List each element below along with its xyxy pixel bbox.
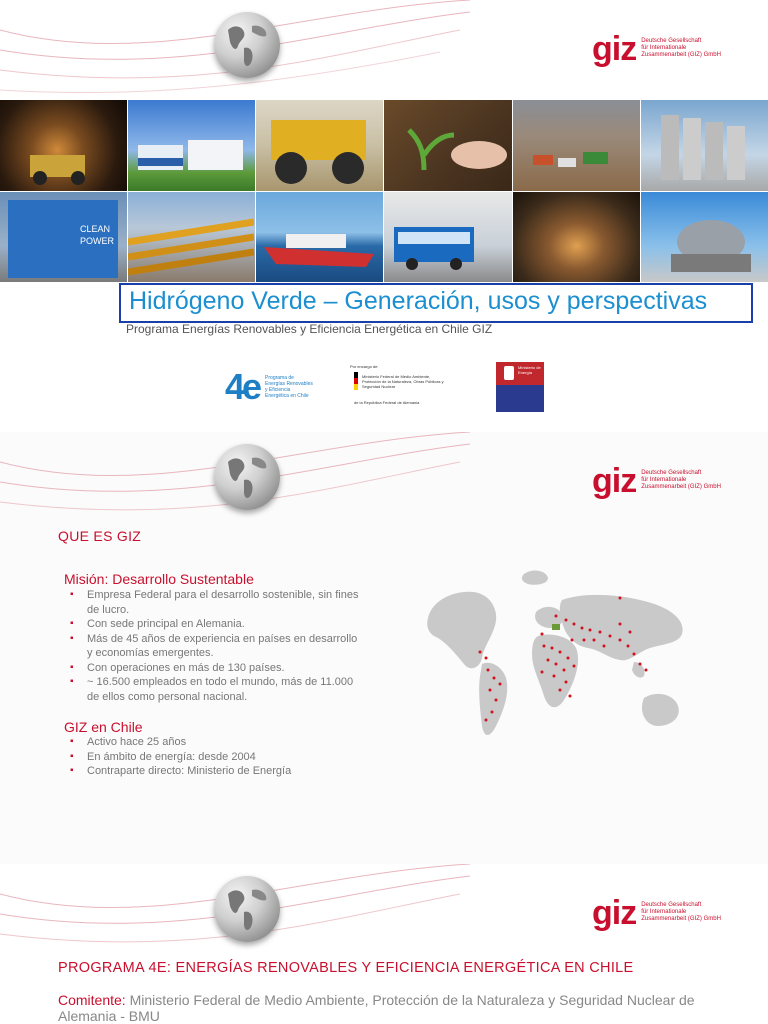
- storage-tanks-photo: [641, 100, 768, 191]
- mine-site-photo: [513, 100, 640, 191]
- giz-wordmark: giz: [592, 462, 637, 500]
- chile-shield-icon: [504, 366, 514, 380]
- comitente-label: Comitente:: [58, 992, 126, 1008]
- list-item: ▪ Más de 45 años de experiencia en países en desarrollo y economías emergentes.: [64, 632, 364, 661]
- list-item: ▪ Activo hace 25 años: [64, 735, 364, 750]
- giz-org-name: Deutsche Gesellschaft für Internationale Zusammenarbeit (GIZ) GmbH: [641, 38, 721, 58]
- solar-containers-photo: [128, 100, 255, 191]
- seedling-hand-photo: [384, 100, 511, 191]
- giz-logo: [592, 462, 731, 500]
- bmu-footer: de la República Federal de Alemania: [354, 400, 420, 405]
- bmu-header: Por encargo de:: [350, 364, 379, 369]
- mining-truck-photo: [256, 100, 383, 191]
- bmu-ministry: Ministerio Federal de Medio Ambiente, Protección de la Naturaleza, Obras Públicas y Seguridad Nuclear: [362, 374, 444, 389]
- logo-4e-mark: 4e: [225, 366, 260, 407]
- world-map: [424, 540, 696, 770]
- title-box: [119, 283, 753, 323]
- giz-org-name: Deutsche Gesellschaft für Internationale Zusammenarbeit (GIZ) GmbH: [641, 902, 721, 922]
- logo-bmu: [350, 364, 450, 412]
- photo-collage: [0, 100, 768, 282]
- mision-bullet-list: [64, 588, 364, 704]
- globe-icon: [214, 444, 280, 510]
- giz-wordmark: giz: [592, 30, 637, 68]
- list-item: ▪ En ámbito de energía: desde 2004: [64, 750, 364, 765]
- slide-title: [0, 0, 768, 432]
- giz-org-name: Deutsche Gesellschaft für Internationale Zusammenarbeit (GIZ) GmbH: [641, 470, 721, 490]
- logo-4e-text: Programa de Energías Renovables y Eficiencia Energética en Chile: [265, 375, 313, 399]
- section-title-programa-4e: PROGRAMA 4E: ENERGÍAS RENOVABLES Y EFICIENCIA ENERGÉTICA EN CHILE: [58, 960, 634, 976]
- list-item: ▪ Empresa Federal para el desarrollo sostenible, sin fines de lucro.: [64, 588, 364, 617]
- logo-ministerio-energia-chile: [496, 362, 544, 412]
- giz-logo: [592, 30, 731, 68]
- german-flag-icon: [354, 372, 358, 390]
- section-title-que-es-giz: QUE ES GIZ: [58, 528, 142, 544]
- chile-logo-text: Ministerio de Energía: [518, 365, 541, 375]
- comitente-value: Ministerio Federal de Medio Ambiente, Protección de la Naturaleza y Seguridad Nuclear de Alemania - BMU: [58, 992, 695, 1024]
- tanker-ship-photo: [256, 192, 383, 283]
- mision-heading: Misión: Desarrollo Sustentable: [64, 571, 254, 587]
- comitente-text: [58, 992, 698, 1024]
- giz-wordmark: giz: [592, 894, 637, 932]
- giz-logo: [592, 894, 731, 932]
- globe-icon: [214, 12, 280, 78]
- list-item: ▪ ~ 16.500 empleados en todo el mundo, más de 11.000 de ellos como personal nacional.: [64, 675, 364, 704]
- list-item: ▪ Con operaciones en más de 130 países.: [64, 661, 364, 676]
- logo-4e: [225, 366, 315, 408]
- pipelines-photo: [128, 192, 255, 283]
- chile-bullet-list: [64, 735, 364, 779]
- presentation-subtitle: Programa Energías Renovables y Eficiencia Energética en Chile GIZ: [126, 322, 493, 336]
- list-item: ▪ Contraparte directo: Ministerio de Energía: [64, 764, 364, 779]
- presentation-title: Hidrógeno Verde – Generación, usos y perspectivas: [129, 287, 708, 315]
- list-item: ▪ Con sede principal en Alemania.: [64, 617, 364, 632]
- mining-tunnel-photo: [0, 100, 127, 191]
- giz-chile-heading: GIZ en Chile: [64, 719, 143, 735]
- svg-text:POWER: POWER: [80, 235, 115, 246]
- svg-text:CLEAN: CLEAN: [80, 223, 111, 234]
- globe-icon: [214, 876, 280, 942]
- hydrogen-bus-photo: [384, 192, 511, 283]
- open-pit-mine-night-photo: [513, 192, 640, 283]
- industrial-machinery-photo: [641, 192, 768, 283]
- clean-power-container-photo: [0, 192, 127, 283]
